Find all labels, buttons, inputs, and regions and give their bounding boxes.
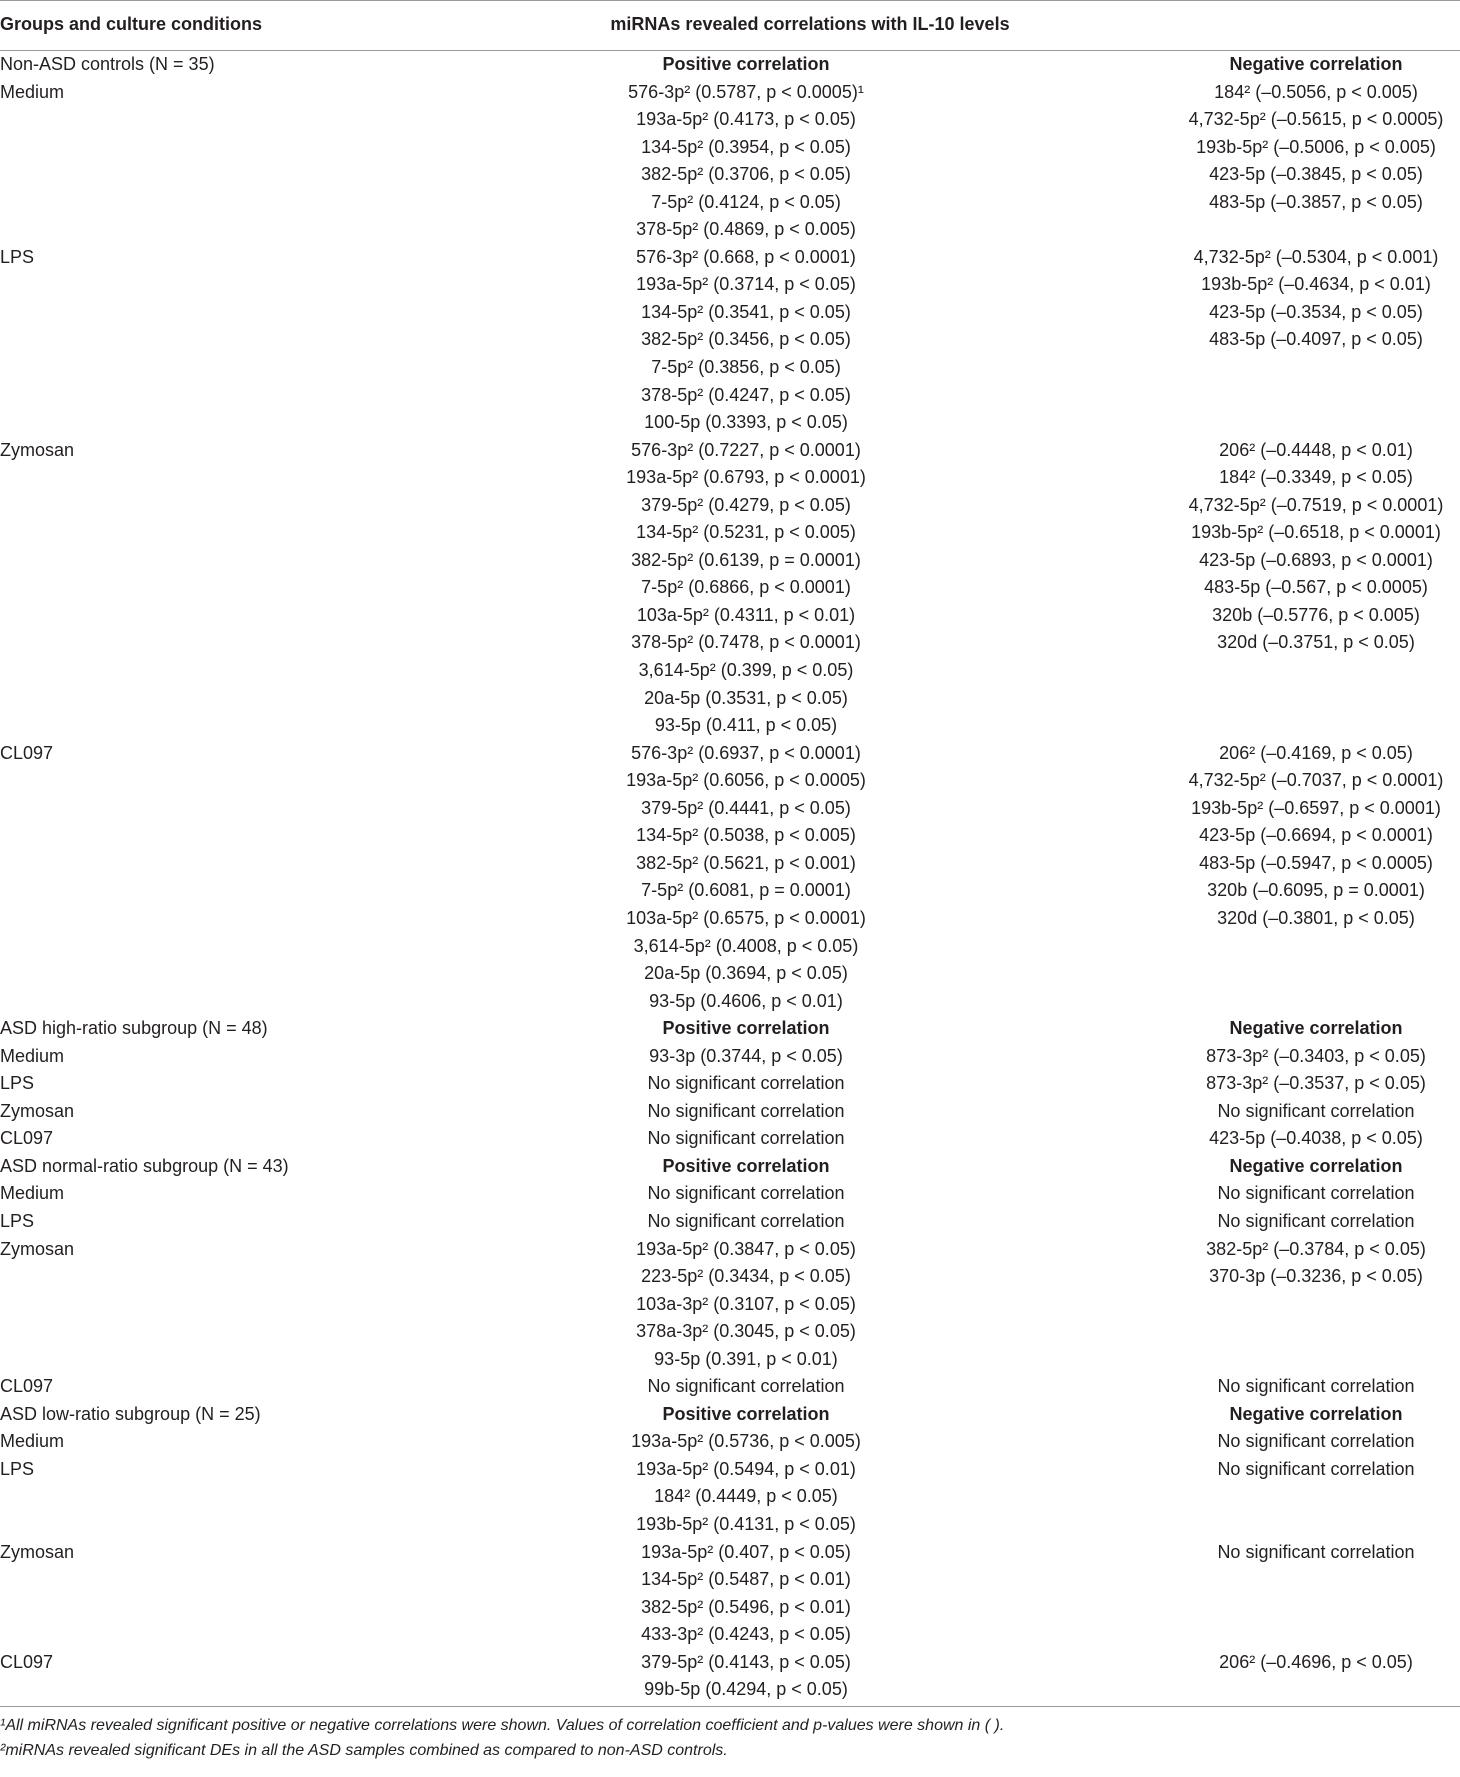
positive-correlation-cell: 576-3p² (0.6937, p < 0.0001) xyxy=(631,742,861,763)
table-row xyxy=(0,877,1460,905)
positive-correlation-cell: Positive correlation xyxy=(662,54,830,74)
positive-correlation-cell: 193a-5p² (0.407, p < 0.05) xyxy=(641,1541,851,1562)
table-row xyxy=(0,574,1460,602)
negative-correlation-cell: No significant correlation xyxy=(1217,1100,1415,1121)
table-row xyxy=(0,1346,1460,1374)
row-group-cell: Zymosan xyxy=(0,1238,75,1259)
positive-correlation-cell: No significant correlation xyxy=(647,1073,845,1094)
table-bottom-rule xyxy=(0,1706,1460,1707)
table-row xyxy=(0,354,1460,382)
table-row xyxy=(0,464,1460,492)
negative-correlation-cell: 184² (–0.3349, p < 0.05) xyxy=(1219,467,1413,488)
table-body xyxy=(0,51,1460,1704)
table-row xyxy=(0,1649,1460,1677)
group-header-row xyxy=(0,1015,1460,1043)
table-row xyxy=(0,712,1460,740)
table-row xyxy=(0,106,1460,134)
negative-correlation-cell: 483-5p (–0.3857, p < 0.05) xyxy=(1209,191,1423,212)
negative-correlation-cell: No significant correlation xyxy=(1217,1376,1415,1397)
negative-correlation-cell: 193b-5p² (–0.6518, p < 0.0001) xyxy=(1191,522,1441,543)
negative-correlation-cell: 206² (–0.4169, p < 0.05) xyxy=(1219,742,1413,763)
positive-correlation-cell: 193a-5p² (0.5736, p < 0.005) xyxy=(631,1431,861,1452)
positive-correlation-cell: 103a-3p² (0.3107, p < 0.05) xyxy=(636,1293,856,1314)
positive-correlation-cell: 100-5p (0.3393, p < 0.05) xyxy=(644,412,848,433)
positive-correlation-cell: 134-5p² (0.5038, p < 0.005) xyxy=(636,825,856,846)
row-group-cell: Zymosan xyxy=(0,1541,75,1562)
positive-correlation-cell: 576-3p² (0.668, p < 0.0001) xyxy=(636,246,856,267)
table-row xyxy=(0,629,1460,657)
negative-correlation-cell: 382-5p² (–0.3784, p < 0.05) xyxy=(1206,1238,1426,1259)
table-row xyxy=(0,244,1460,272)
table-row xyxy=(0,1676,1460,1704)
row-group-cell: ASD high-ratio subgroup (N = 48) xyxy=(0,1018,268,1039)
negative-correlation-cell: No significant correlation xyxy=(1217,1183,1415,1204)
negative-correlation-cell: 4,732-5p² (–0.7519, p < 0.0001) xyxy=(1188,494,1444,515)
positive-correlation-cell: 184² (0.4449, p < 0.05) xyxy=(654,1486,838,1507)
positive-correlation-cell: 378-5p² (0.4247, p < 0.05) xyxy=(641,384,851,405)
positive-correlation-cell: 20a-5p (0.3531, p < 0.05) xyxy=(644,687,848,708)
row-group-cell: CL097 xyxy=(0,742,54,763)
positive-correlation-cell: 134-5p² (0.3541, p < 0.05) xyxy=(641,301,851,322)
positive-correlation-cell: 103a-5p² (0.4311, p < 0.01) xyxy=(636,604,856,625)
group-header-row xyxy=(0,1153,1460,1181)
negative-correlation-cell: 423-5p (–0.3534, p < 0.05) xyxy=(1209,301,1423,322)
table-row xyxy=(0,519,1460,547)
row-group-cell: Zymosan xyxy=(0,439,75,460)
positive-correlation-cell: 382-5p² (0.3706, p < 0.05) xyxy=(641,164,851,185)
row-group-cell: Medium xyxy=(0,81,65,102)
positive-correlation-cell: 193a-5p² (0.6056, p < 0.0005) xyxy=(626,770,866,791)
positive-correlation-cell: 193a-5p² (0.5494, p < 0.01) xyxy=(636,1458,856,1479)
negative-correlation-cell: 193b-5p² (–0.5006, p < 0.005) xyxy=(1196,136,1436,157)
positive-correlation-cell: No significant correlation xyxy=(647,1210,845,1231)
table-row xyxy=(0,382,1460,410)
table-row xyxy=(0,1098,1460,1126)
negative-correlation-cell: 193b-5p² (–0.6597, p < 0.0001) xyxy=(1191,797,1441,818)
table-row xyxy=(0,822,1460,850)
negative-correlation-cell: 4,732-5p² (–0.5615, p < 0.0005) xyxy=(1188,109,1444,130)
footnotes xyxy=(0,1713,1460,1763)
table-row xyxy=(0,1621,1460,1649)
positive-correlation-cell: 576-3p² (0.5787, p < 0.0005)¹ xyxy=(628,81,864,102)
positive-correlation-cell: 7-5p² (0.6081, p = 0.0001) xyxy=(641,880,851,901)
header-mirnas: miRNAs revealed correlations with IL-10 levels xyxy=(610,14,1010,34)
negative-correlation-cell: 483-5p (–0.4097, p < 0.05) xyxy=(1209,329,1423,350)
negative-correlation-cell: 184² (–0.5056, p < 0.005) xyxy=(1214,81,1418,102)
footnote: ¹All miRNAs revealed significant positive or negative correlations were shown. Values of correlation coefficient and p-values were shown in ( ). xyxy=(0,1716,1005,1734)
header-groups: Groups and culture conditions xyxy=(0,14,263,34)
positive-correlation-cell: No significant correlation xyxy=(647,1128,845,1149)
table-row xyxy=(0,1373,1460,1401)
negative-correlation-cell: 423-5p (–0.3845, p < 0.05) xyxy=(1209,164,1423,185)
row-group-cell: LPS xyxy=(0,1073,35,1094)
negative-correlation-cell: 206² (–0.4448, p < 0.01) xyxy=(1219,439,1413,460)
row-group-cell: Medium xyxy=(0,1045,65,1066)
table-row xyxy=(0,685,1460,713)
table-row xyxy=(0,1483,1460,1511)
table-row xyxy=(0,326,1460,354)
positive-correlation-cell: Positive correlation xyxy=(662,1155,830,1176)
positive-correlation-cell: 103a-5p² (0.6575, p < 0.0001) xyxy=(626,907,866,928)
positive-correlation-cell: 378-5p² (0.7478, p < 0.0001) xyxy=(631,632,861,653)
positive-correlation-cell: 378-5p² (0.4869, p < 0.005) xyxy=(636,219,856,240)
row-group-cell: ASD low-ratio subgroup (N = 25) xyxy=(0,1403,261,1424)
negative-correlation-cell: Negative correlation xyxy=(1229,54,1403,74)
positive-correlation-cell: 193a-5p² (0.4173, p < 0.05) xyxy=(636,109,856,130)
positive-correlation-cell: Positive correlation xyxy=(662,1403,830,1424)
positive-correlation-cell: 3,614-5p² (0.4008, p < 0.05) xyxy=(633,935,859,956)
table-row xyxy=(0,1070,1460,1098)
positive-correlation-cell: 7-5p² (0.4124, p < 0.05) xyxy=(651,191,841,212)
table-row xyxy=(0,960,1460,988)
positive-correlation-cell: 193b-5p² (0.4131, p < 0.05) xyxy=(636,1513,856,1534)
table-row xyxy=(0,1263,1460,1291)
negative-correlation-cell: 4,732-5p² (–0.7037, p < 0.0001) xyxy=(1188,770,1444,791)
negative-correlation-cell: Negative correlation xyxy=(1229,1403,1403,1424)
positive-correlation-cell: Positive correlation xyxy=(662,1018,830,1039)
negative-correlation-cell: No significant correlation xyxy=(1217,1541,1415,1562)
table-row xyxy=(0,216,1460,244)
table-row xyxy=(0,271,1460,299)
negative-correlation-cell: 483-5p (–0.5947, p < 0.0005) xyxy=(1199,852,1433,873)
positive-correlation-cell: No significant correlation xyxy=(647,1376,845,1397)
row-group-cell: Medium xyxy=(0,1183,65,1204)
table-row xyxy=(0,1125,1460,1153)
row-group-cell: LPS xyxy=(0,246,35,267)
positive-correlation-cell: 3,614-5p² (0.399, p < 0.05) xyxy=(638,660,854,681)
row-group-cell: Zymosan xyxy=(0,1100,75,1121)
table-row xyxy=(0,1236,1460,1264)
row-group-cell: LPS xyxy=(0,1458,35,1479)
positive-correlation-cell: 378a-3p² (0.3045, p < 0.05) xyxy=(636,1321,856,1342)
table-row xyxy=(0,492,1460,520)
positive-correlation-cell: 382-5p² (0.5621, p < 0.001) xyxy=(636,852,856,873)
negative-correlation-cell: 320d (–0.3801, p < 0.05) xyxy=(1217,907,1415,928)
table-row xyxy=(0,602,1460,630)
negative-correlation-cell: 320b (–0.6095, p = 0.0001) xyxy=(1207,880,1425,901)
positive-correlation-cell: 379-5p² (0.4143, p < 0.05) xyxy=(641,1651,851,1672)
positive-correlation-cell: 134-5p² (0.5487, p < 0.01) xyxy=(641,1569,851,1590)
table-row xyxy=(0,850,1460,878)
table-row xyxy=(0,161,1460,189)
table-row xyxy=(0,1291,1460,1319)
table-header xyxy=(0,0,1460,51)
row-group-cell: CL097 xyxy=(0,1651,54,1672)
positive-correlation-cell: 7-5p² (0.6866, p < 0.0001) xyxy=(641,577,851,598)
negative-correlation-cell: 320d (–0.3751, p < 0.05) xyxy=(1217,632,1415,653)
table-row xyxy=(0,437,1460,465)
positive-correlation-cell: 223-5p² (0.3434, p < 0.05) xyxy=(641,1266,851,1287)
negative-correlation-cell: 193b-5p² (–0.4634, p < 0.01) xyxy=(1201,274,1431,295)
positive-correlation-cell: No significant correlation xyxy=(647,1183,845,1204)
table-row xyxy=(0,1566,1460,1594)
row-group-cell: LPS xyxy=(0,1210,35,1231)
positive-correlation-cell: 382-5p² (0.3456, p < 0.05) xyxy=(641,329,851,350)
table-row xyxy=(0,905,1460,933)
table-row xyxy=(0,1456,1460,1484)
positive-correlation-cell: 93-5p (0.4606, p < 0.01) xyxy=(649,990,843,1011)
table-row xyxy=(0,79,1460,107)
table-row xyxy=(0,1318,1460,1346)
group-header-row xyxy=(0,51,1460,79)
positive-correlation-cell: 193a-5p² (0.6793, p < 0.0001) xyxy=(626,467,866,488)
table-row xyxy=(0,1428,1460,1456)
table-row xyxy=(0,988,1460,1016)
table-row xyxy=(0,1043,1460,1071)
negative-correlation-cell: 4,732-5p² (–0.5304, p < 0.001) xyxy=(1193,246,1439,267)
positive-correlation-cell: 93-3p (0.3744, p < 0.05) xyxy=(649,1045,843,1066)
table-row xyxy=(0,740,1460,768)
positive-correlation-cell: 193a-5p² (0.3714, p < 0.05) xyxy=(636,274,856,295)
negative-correlation-cell: 423-5p (–0.4038, p < 0.05) xyxy=(1209,1128,1423,1149)
table-row xyxy=(0,1511,1460,1539)
negative-correlation-cell: 483-5p (–0.567, p < 0.0005) xyxy=(1204,577,1428,598)
table-row xyxy=(0,1539,1460,1567)
negative-correlation-cell: No significant correlation xyxy=(1217,1458,1415,1479)
negative-correlation-cell: Negative correlation xyxy=(1229,1155,1403,1176)
negative-correlation-cell: 423-5p (–0.6694, p < 0.0001) xyxy=(1199,825,1433,846)
positive-correlation-cell: 99b-5p (0.4294, p < 0.05) xyxy=(644,1679,848,1700)
table-row xyxy=(0,1594,1460,1622)
table-row xyxy=(0,933,1460,961)
row-group-cell: Medium xyxy=(0,1431,65,1452)
positive-correlation-cell: 433-3p² (0.4243, p < 0.05) xyxy=(641,1624,851,1645)
table-row xyxy=(0,795,1460,823)
negative-correlation-cell: 873-3p² (–0.3537, p < 0.05) xyxy=(1206,1073,1426,1094)
positive-correlation-cell: 134-5p² (0.3954, p < 0.05) xyxy=(641,136,851,157)
table-row xyxy=(0,1180,1460,1208)
positive-correlation-cell: 7-5p² (0.3856, p < 0.05) xyxy=(651,357,841,378)
row-group-cell: CL097 xyxy=(0,1376,54,1397)
row-group-cell: Non-ASD controls (N = 35) xyxy=(0,54,215,74)
table-row xyxy=(0,767,1460,795)
positive-correlation-cell: 193a-5p² (0.3847, p < 0.05) xyxy=(636,1238,856,1259)
positive-correlation-cell: 134-5p² (0.5231, p < 0.005) xyxy=(636,522,856,543)
negative-correlation-cell: 206² (–0.4696, p < 0.05) xyxy=(1219,1651,1413,1672)
footnote: ²miRNAs revealed significant DEs in all the ASD samples combined as compared to non-ASD controls. xyxy=(0,1741,728,1759)
positive-correlation-cell: 379-5p² (0.4279, p < 0.05) xyxy=(641,494,851,515)
table-row xyxy=(0,409,1460,437)
negative-correlation-cell: 423-5p (–0.6893, p < 0.0001) xyxy=(1199,549,1433,570)
negative-correlation-cell: No significant correlation xyxy=(1217,1431,1415,1452)
group-header-row xyxy=(0,1401,1460,1429)
table-row xyxy=(0,134,1460,162)
positive-correlation-cell: 382-5p² (0.5496, p < 0.01) xyxy=(641,1596,851,1617)
negative-correlation-cell: No significant correlation xyxy=(1217,1210,1415,1231)
positive-correlation-cell: 382-5p² (0.6139, p = 0.0001) xyxy=(631,549,861,570)
positive-correlation-cell: 20a-5p (0.3694, p < 0.05) xyxy=(644,963,848,984)
row-group-cell: CL097 xyxy=(0,1128,54,1149)
table-row xyxy=(0,1208,1460,1236)
positive-correlation-cell: No significant correlation xyxy=(647,1100,845,1121)
negative-correlation-cell: 370-3p (–0.3236, p < 0.05) xyxy=(1209,1266,1423,1287)
positive-correlation-cell: 576-3p² (0.7227, p < 0.0001) xyxy=(631,439,861,460)
positive-correlation-cell: 93-5p (0.391, p < 0.01) xyxy=(654,1348,838,1369)
table-row xyxy=(0,299,1460,327)
positive-correlation-cell: 93-5p (0.411, p < 0.05) xyxy=(654,715,838,736)
negative-correlation-cell: 873-3p² (–0.3403, p < 0.05) xyxy=(1206,1045,1426,1066)
table-row xyxy=(0,189,1460,217)
table-row xyxy=(0,547,1460,575)
positive-correlation-cell: 379-5p² (0.4441, p < 0.05) xyxy=(641,797,851,818)
negative-correlation-cell: Negative correlation xyxy=(1229,1018,1403,1039)
table-row xyxy=(0,657,1460,685)
row-group-cell: ASD normal-ratio subgroup (N = 43) xyxy=(0,1155,289,1176)
negative-correlation-cell: 320b (–0.5776, p < 0.005) xyxy=(1212,604,1420,625)
